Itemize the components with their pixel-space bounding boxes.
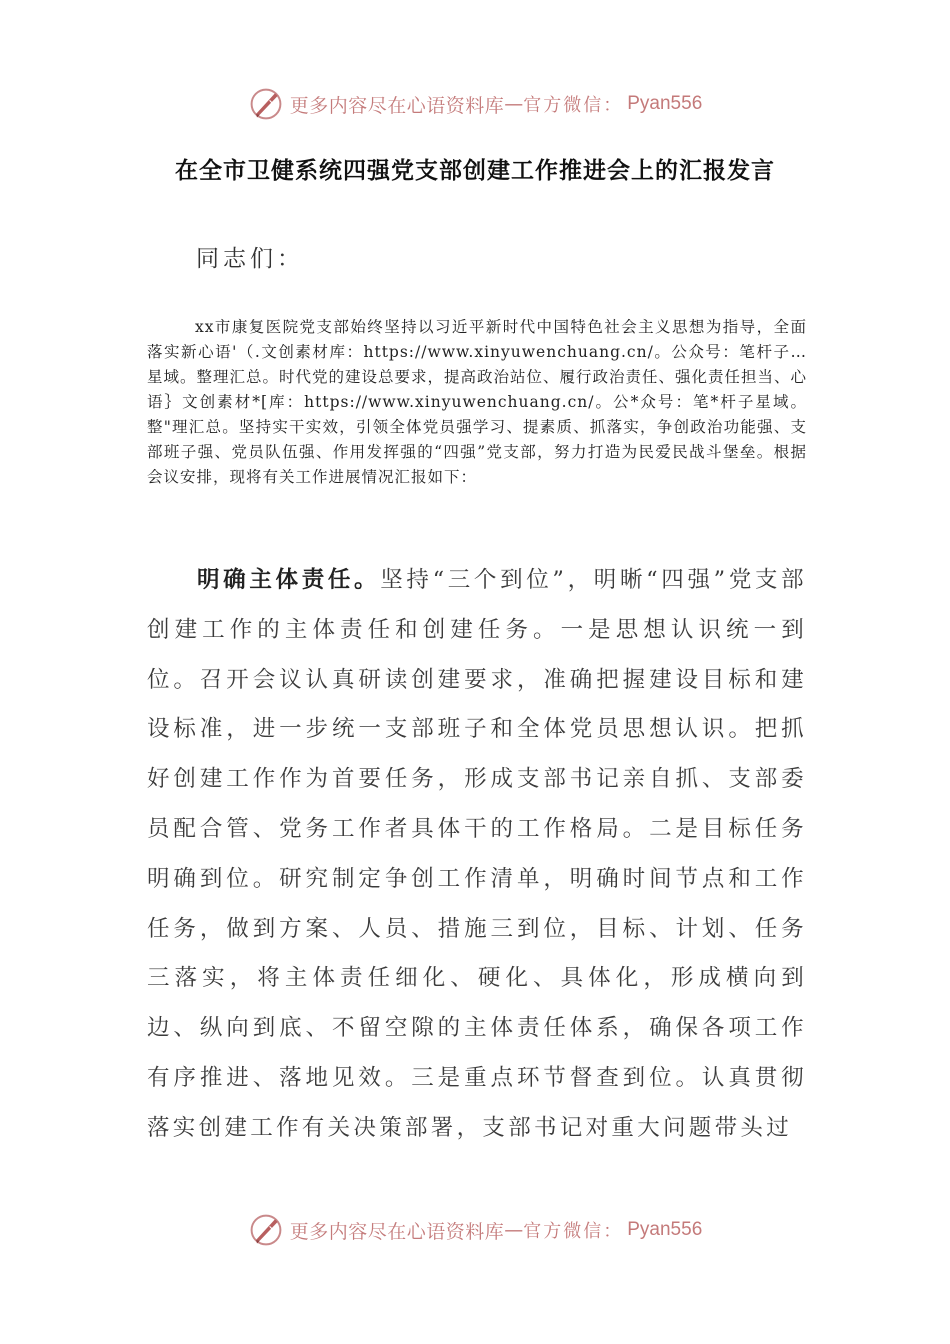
banner-wechat-id: Pyan556 <box>627 93 703 114</box>
banner-separator: — <box>504 1219 524 1241</box>
section-lead-heading: 明确主体责任。 <box>197 567 381 593</box>
banner-wechat-label: 官方微信： <box>523 95 624 116</box>
section-paragraph <box>147 556 807 1154</box>
quill-logo-icon <box>248 86 284 122</box>
header-banner <box>0 84 950 124</box>
quill-logo-icon <box>248 1212 284 1248</box>
section-body-text: 坚持“三个到位”，明晰“四强”党支部创建工作的主体责任和创建任务。一是思想认识统一到位。召开会议认真研读创建要求，准确把握建设目标和建设标准，进一步统一支部班子和全体党员思想认识。把抓好创建工作作为首要任务，形成支部书记亲自抓、支部委员配合管、党务工作者具体干的工作格局。二是目标任务明确到位。研究制定争创工作清单，明确时间节点和工作任务，做到方案、人员、措施三到位，目标、计划、任务三落实，将主体责任细化、硬化、具体化，形成横向到边、纵向到底、不留空隙的主体责任体系，确保各项工作有序推进、落地见效。三是重点环节督查到位。认真贯彻落实创建工作有关决策部署，支部书记对重大问题带头过 <box>147 567 807 1141</box>
document-title: 在全市卫健系统四强党支部创建工作推进会上的汇报发言 <box>175 158 775 184</box>
salutation: 同志们： <box>196 246 304 272</box>
banner-wechat-label: 官方微信： <box>523 1221 624 1242</box>
footer-banner <box>0 1210 950 1250</box>
banner-brand-text: 更多内容尽在心语资料库 <box>289 94 505 117</box>
intro-paragraph: xx市康复医院党支部始终坚持以习近平新时代中国特色社会主义思想为指导，全面落实新心语'（.文创素材库：https://www.xinyuwenchuang.cn/。公众号：笔杆子…星域。整理汇总。时代党的建设总要求，提高政治站位、履行政治责任、强化责任担当、心语｝文创素材*[库：https://www.xinyuwenchuang.cn/。公*众号：笔*杆子星域。整"理汇总。坚持实干实效，引领全体党员强学习、提素质、抓落实，争创政治功能强、支部班子强、党员队伍强、作用发挥强的“四强”党支部，努力打造为民爱民战斗堡垒。根据会议安排，现将有关工作进展情况汇报如下： <box>147 318 808 486</box>
banner-separator: — <box>504 93 524 115</box>
banner-brand-text: 更多内容尽在心语资料库 <box>289 1220 505 1243</box>
banner-wechat-id: Pyan556 <box>627 1219 703 1240</box>
